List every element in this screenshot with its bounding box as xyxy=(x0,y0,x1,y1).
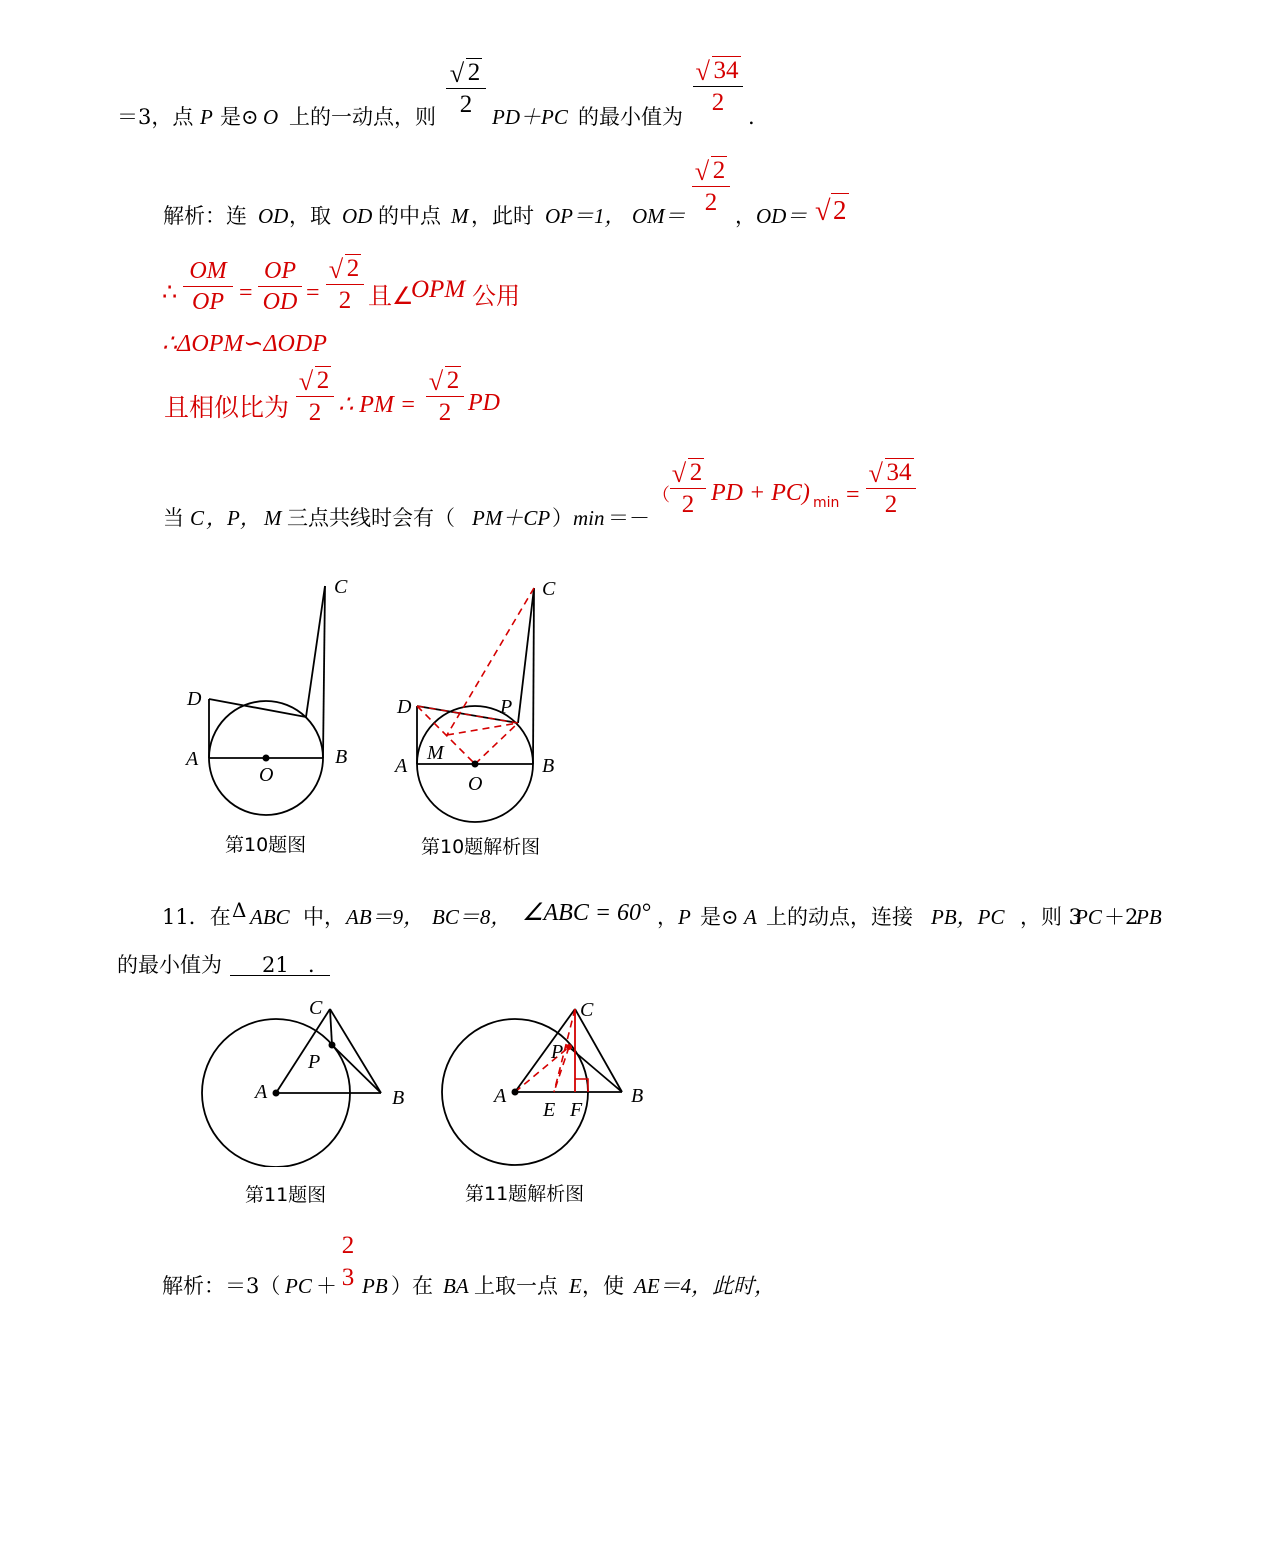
collinear-min: min xyxy=(573,506,605,530)
line1-prefix: ＝3，点 xyxy=(117,105,194,129)
line1-expr: PD＋PC xyxy=(492,105,568,129)
om-den: 2 xyxy=(704,189,718,216)
fig11b-right-angle xyxy=(575,1079,588,1092)
analysis2-t3: ，使 xyxy=(582,1274,624,1298)
q11-period: ． xyxy=(308,953,329,977)
fig11b-label-a: A xyxy=(494,1085,507,1107)
od-value: √ 2 xyxy=(815,195,847,227)
fig11-segment-cp xyxy=(330,1009,332,1045)
ratio-om-op xyxy=(183,259,233,314)
q11-pb2: PB xyxy=(1136,905,1162,929)
fig10b-label-p: P xyxy=(500,696,513,718)
fig11b-label-p: P xyxy=(551,1041,564,1063)
analysis1-om: OM＝ xyxy=(632,204,686,228)
formula-paren: （ xyxy=(652,485,670,505)
fig11-label-c: C xyxy=(309,997,323,1019)
q11-pb: PB，PC xyxy=(931,905,1005,929)
fig10b-segment-cb xyxy=(533,588,534,764)
shared-opm: OPM xyxy=(411,276,466,303)
collinear-text4: ＝－ xyxy=(608,506,650,530)
fig10-label-o: O xyxy=(259,764,274,786)
fig11-side-ac xyxy=(276,1009,330,1093)
q11-t6: ＋2 xyxy=(1104,905,1139,929)
coef-num: 2 xyxy=(467,59,481,86)
fig10-label-c: C xyxy=(334,576,348,598)
shared-label: 且∠ xyxy=(368,282,414,310)
fig11b-caption: 第11题解析图 xyxy=(465,1183,585,1205)
fig10-caption: 第10题图 xyxy=(225,834,307,856)
fig10b-label-b: B xyxy=(542,755,555,777)
q11-t4: 上的动点，连接 xyxy=(766,905,913,929)
fig10-label-a: A xyxy=(186,748,199,770)
q11-t2: ， xyxy=(657,905,678,929)
analysis1-od3: OD＝ xyxy=(756,204,808,228)
analysis1-t4: ，此时 xyxy=(471,204,534,228)
analysis1-t5: ， xyxy=(735,204,756,228)
formula-coef: √ 2 2 xyxy=(670,458,706,517)
fig11-caption: 第11题图 xyxy=(245,1184,327,1206)
fig10-segment-pc xyxy=(306,586,325,717)
answer-num: 34 xyxy=(713,57,739,84)
fig10b-label-o: O xyxy=(468,773,483,795)
formula-result: √ 34 2 xyxy=(866,458,916,517)
fig10b-label-a: A xyxy=(395,755,408,777)
analysis2-t2: 上取一点 xyxy=(474,1274,558,1298)
answer-fraction: √ 34 2 xyxy=(693,56,743,115)
eq-1: = xyxy=(239,280,253,306)
analysis1-label: 解析：连 xyxy=(163,204,247,228)
q11-p: P xyxy=(678,905,691,929)
om-num: 2 xyxy=(712,157,726,184)
pm-pd: PD xyxy=(468,390,500,416)
q11-angle: ∠ABC = 60° xyxy=(522,900,651,926)
fig11b-label-f: F xyxy=(570,1099,583,1121)
fig11-label-b: B xyxy=(392,1087,405,1109)
q11-t1: 中， xyxy=(303,905,345,929)
fig11-label-p: P xyxy=(308,1051,321,1073)
answer-den: 2 xyxy=(711,89,725,116)
fig10b-label-d: D xyxy=(397,696,412,718)
coef-den: 2 xyxy=(459,91,473,118)
fig11-point-p xyxy=(329,1042,336,1049)
formula-sub: min xyxy=(813,495,840,511)
point-p: P xyxy=(200,105,213,129)
line1-mid: 是⊙ xyxy=(220,105,259,129)
line1-suffix: 的最小值为 xyxy=(578,105,683,129)
q11-abc: ABC xyxy=(250,905,290,929)
q11-number: 11．在 xyxy=(162,905,231,929)
ratio-om: OM xyxy=(189,258,227,284)
collinear-text2: 三点共线时会有（ xyxy=(287,506,455,530)
analysis1-t3: 的中点 xyxy=(378,204,441,228)
fig10b-segment-pc xyxy=(518,588,534,723)
formula-expr: PD + PC) xyxy=(711,480,810,506)
fig11b-label-b: B xyxy=(631,1085,644,1107)
figure-11 xyxy=(195,992,425,1167)
ratio-op: OP xyxy=(192,289,224,315)
q11-t5: ，则 3 xyxy=(1020,905,1083,929)
q11-pc: PC xyxy=(1075,905,1102,929)
analysis2-t1: ）在 xyxy=(391,1274,433,1298)
fig10b-label-m: M xyxy=(427,742,444,764)
q11-answer: 21 xyxy=(262,953,289,977)
analysis1-t2: ，取 xyxy=(289,204,331,228)
figure-10 xyxy=(170,565,370,825)
fig11b-point-p xyxy=(566,1044,572,1050)
analysis1-m: M xyxy=(451,204,469,228)
formula-eq: = xyxy=(846,482,860,508)
analysis1-od: OD xyxy=(258,204,289,228)
figure-11-analysis xyxy=(435,992,665,1167)
analysis2-label: 解析：＝3（ xyxy=(162,1274,281,1298)
fig10b-label-c: C xyxy=(542,578,556,600)
fig10b-caption: 第10题解析图 xyxy=(421,836,541,858)
collinear-text3: ） xyxy=(552,506,573,530)
fig10-label-b: B xyxy=(335,746,348,768)
analysis2-fraction xyxy=(336,1233,360,1290)
fig11b-label-c: C xyxy=(580,999,594,1021)
analysis2-pc: PC xyxy=(285,1274,312,1298)
q11-ab: AB＝9， xyxy=(346,905,425,929)
fig10-segment-cb xyxy=(323,586,325,758)
shared-label2: 公用 xyxy=(472,282,520,310)
line1-period: . xyxy=(748,105,755,129)
collinear-c: C xyxy=(190,506,205,530)
q11-bc: BC＝8， xyxy=(432,905,512,929)
fig10b-dash-mp xyxy=(447,723,518,735)
q11-a: A xyxy=(744,905,757,929)
collinear-m: M xyxy=(264,506,282,530)
fig10b-dash-cm xyxy=(447,588,534,735)
pm-eq: ∴ PM = xyxy=(338,392,417,418)
analysis2-ae: AE＝4，此时， xyxy=(634,1274,776,1298)
analysis2-pb: PB xyxy=(362,1274,388,1298)
similarity-ratio: √ 2 2 xyxy=(296,366,334,425)
ratio-label: 且相似比为 xyxy=(164,393,290,422)
ratio-op-od xyxy=(258,259,302,314)
fig11b-label-e: E xyxy=(543,1099,556,1121)
fig11b-segment-pb xyxy=(569,1047,622,1092)
collinear-text1: 当 xyxy=(163,506,184,530)
fig11-label-a: A xyxy=(255,1081,268,1103)
ratio-op2: OP xyxy=(264,258,296,284)
pm-fraction: √ 2 2 xyxy=(426,366,464,425)
analysis2-frac-den: 3 xyxy=(341,1264,355,1291)
q11-delta: Δ xyxy=(232,898,247,922)
similar-line: ∴ΔOPM∽ΔODP xyxy=(162,331,327,357)
q11-t3: 是⊙ xyxy=(700,905,739,929)
analysis1-op: OP＝1， xyxy=(545,204,626,228)
analysis2-e: E xyxy=(569,1274,582,1298)
ratio-od: OD xyxy=(262,289,298,315)
fig11-center-dot xyxy=(273,1090,280,1097)
fig10-label-d: D xyxy=(187,688,202,710)
collinear-pmcp: PM＋CP xyxy=(472,506,551,530)
eq-2: = xyxy=(306,280,320,306)
q11-line2: 的最小值为 xyxy=(117,953,222,977)
fig10-center-dot xyxy=(263,755,270,762)
fig10b-dash-op xyxy=(475,723,518,764)
analysis1-od2: OD xyxy=(342,204,373,228)
analysis2-plus: ＋ xyxy=(316,1274,337,1298)
fig11b-center-dot xyxy=(512,1089,519,1096)
figure-10-analysis xyxy=(390,565,590,825)
fig10b-center-dot xyxy=(472,761,479,768)
circle-o: O xyxy=(263,105,279,129)
coef-fraction: √ 2 2 xyxy=(446,58,486,117)
collinear-p: ，P， xyxy=(206,506,261,530)
therefore-1: ∴ xyxy=(162,280,178,306)
ratio-sqrt2: √ 2 2 xyxy=(326,254,364,313)
analysis2-frac-num: 2 xyxy=(341,1232,355,1259)
om-fraction: √ 2 2 xyxy=(692,156,730,215)
analysis2-ba: BA xyxy=(443,1274,469,1298)
line1-mid2: 上的一动点，则 xyxy=(289,105,436,129)
